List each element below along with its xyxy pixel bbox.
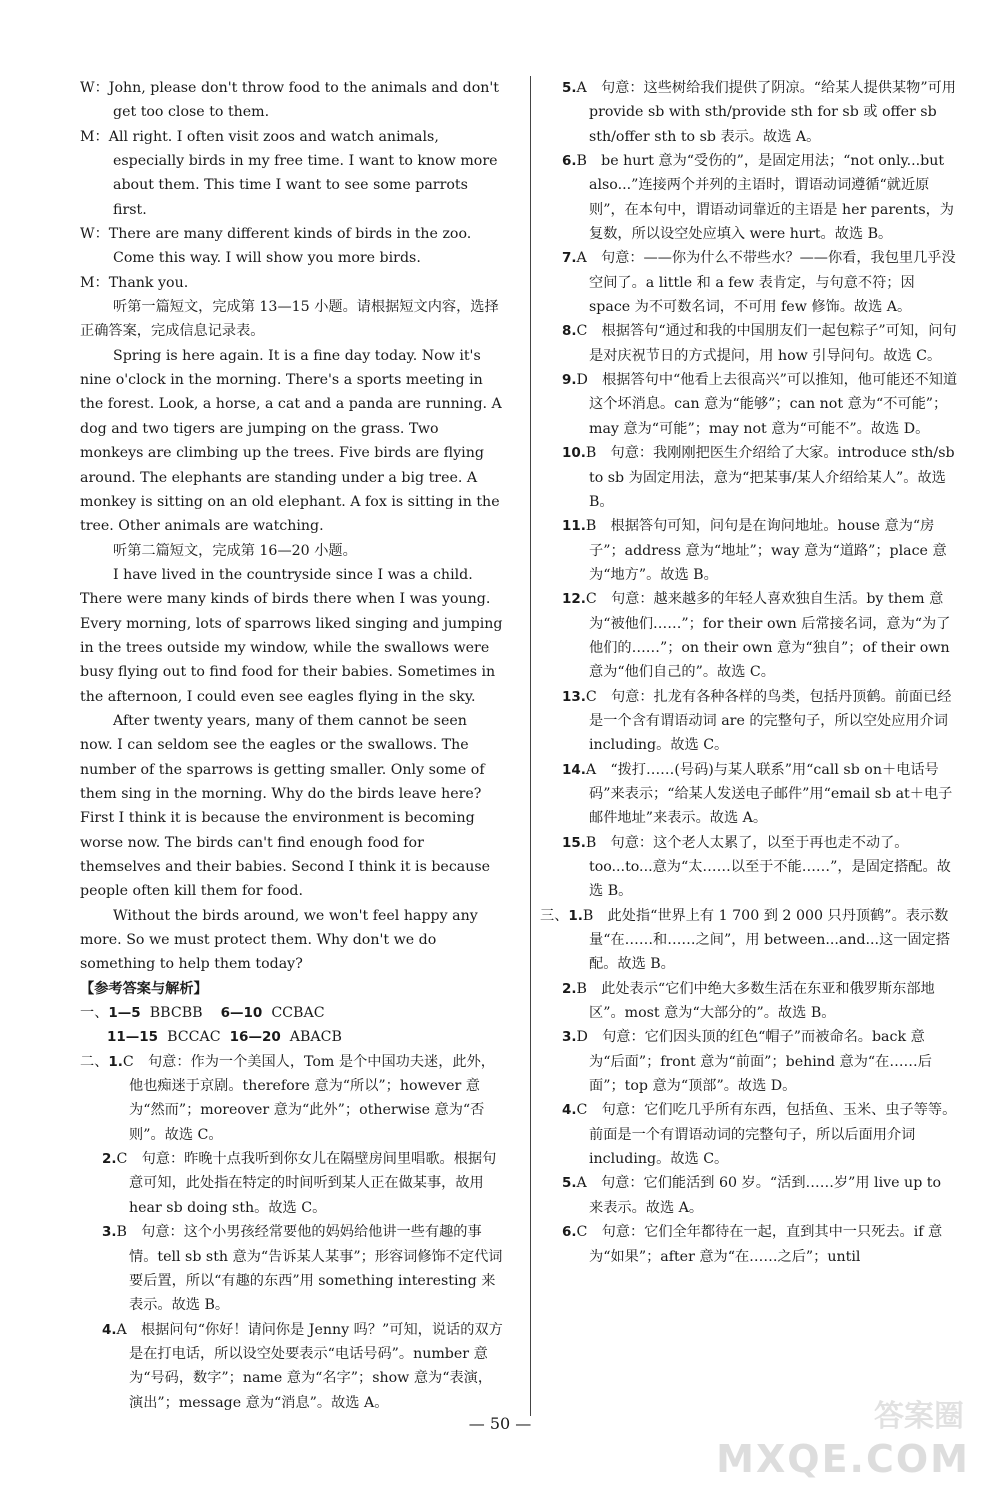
dialogue-line: M：All right. I often visit zoos and watch animals, especially birds in my free time. I want to know more about them. This time I want to see some parrots first. — [80, 128, 498, 218]
section2-answers — [80, 1050, 503, 1415]
section2-answers-cont — [562, 76, 958, 904]
answer-item: 15.B 句意：这个老人太累了，以至于再也走不动了。too...to...意为“太……以至于不能……”，是固定搭配。故选 B。 — [562, 834, 951, 900]
answers-row: 11—15 BCCAC 16—20 ABACB — [107, 1029, 342, 1046]
answer-item: 13.C 句意：扎龙有各种各样的鸟类，包括丹顶鹤。前面已经是一个含有谓语动词 are 的完整句子，所以空处应用介词 including。故选 C。 — [562, 688, 952, 754]
page-number: — 50 — — [468, 1414, 532, 1433]
column-divider — [530, 76, 531, 1416]
answer-item: 7.A 句意：——你为什么不带些水？——你看，我包里几乎没空间了。a little 和 a few 表肯定，与句意不符；因 space 为不可数名词，不可用 few 修饰。故选 A。 — [562, 250, 956, 316]
answer-item: 9.D 根据答句中“他看上去很高兴”可以推知，他可能还不知道这个坏消息。can 意为“能够”；can not 意为“不可能”；may 意为“可能”；may not 意为“可能不”。故选 D。 — [562, 372, 958, 437]
answer-item: 3.D 句意：它们因头顶的红色“帽子”而被命名。back 意为“后面”；front 意为“前面”；behind 意为“在……后面”；top 意为“顶部”。故选 D。 — [562, 1029, 932, 1095]
answer-item: 5.A 句意：它们能活到 60 岁。“活到……岁”用 live up to 来表示。故选 A。 — [562, 1175, 942, 1216]
answer-item: 2.B 此处表示“它们中绝大多数生活在东亚和俄罗斯东部地区”。most 意为“大部分的”。故选 B。 — [562, 980, 935, 1022]
watermark-logo: 答案圈 — [874, 1399, 964, 1434]
passage2-paragraph: After twenty years, many of them cannot be seen now. I can seldom see the eagles or the swallows. The number of the sparrows is getting smaller. Only some of them sing in the morning. Why do the birds leave here? First I think it is because the environment is becoming worse now. The birds can't find enough food for themselves and their babies. Second I think it is because people often kill them for food. — [80, 712, 491, 900]
dialogue-line: W：John, please don't throw food to the animals and don't get too close to them. — [80, 80, 499, 121]
answer-item: 10.B 句意：我刚刚把医生介绍给了大家。introduce sth/sb to sb 为固定用法，意为“把某事/某人介绍给某人”。故选 B。 — [562, 445, 955, 510]
answer-item: 8.C 根据答句“通过和我的中国朋友们一起包粽子”可知，问句是对庆祝节日的方式提问，用 how 引导问句。故选 C。 — [562, 323, 957, 364]
dialogue — [80, 76, 503, 295]
answer-item: 6.C 句意：它们全年都待在一起，直到其中一只死去。if 意为“如果”；after 意为“在……之后”；until — [562, 1224, 943, 1265]
answer-item: 2.C 句意：昨晚十点我听到你女儿在隔壁房间里唱歌。根据句意可知，此处指在特定的时间听到某人正在做某事，故用 hear sb doing sth。故选 C。 — [102, 1151, 497, 1216]
answer-item: 14.A “拨打……(号码)与某人联系”用“call sb on＋电话号码”来表示；“给某人发送电子邮件”用“email sb at＋电子邮件地址”来表示。故选 A。 — [562, 761, 953, 827]
answer-item: 6.B be hurt 意为“受伤的”，是固定用法；“not only...but also...”连接两个并列的主语时，谓语动词遵循“就近原则”，在本句中，谓语动词靠近的主语是 her parents，为复数，所以设空处应填入 were hurt。故选 B。 — [562, 153, 954, 243]
passage2-paragraph: I have lived in the countryside since I was a child. There were many kinds of birds there when I was young. Every morning, lots of sparrows liked singing and jumping in the trees outside my window, while the swallows were busy flying out to find food for their babies. Sometimes in the afternoon, I could even see eagles flying in the sky. — [80, 566, 503, 705]
answer-item: 4.C 句意：它们吃几乎所有东西，包括鱼、玉米、虫子等等。前面是一个有谓语动词的完整句子，所以后面用介词 including。故选 C。 — [562, 1102, 957, 1168]
answers-title: 【参考答案与解析】 — [80, 980, 208, 997]
answer-item: 5.A 句意：这些树给我们提供了阴凉。“给某人提供某物”可用 provide sb with sth/provide sth for sb 或 offer sb sth/offer sth to sb 表示。故选 A。 — [562, 80, 956, 145]
answer-item: 11.B 根据答句可知，问句是在询问地址。house 意为“房子”；address 意为“地址”；way 意为“道路”；place 意为“地方”。故选 B。 — [562, 518, 947, 583]
right-column — [540, 76, 958, 1269]
answer-item: 二、1.C 句意：作为一个美国人，Tom 是个中国功夫迷，此外，他也痴迷于京剧。therefore 意为“所以”；however 意为“然而”；moreover 意为“此外”；otherwise 意为“否则”。故选 C。 — [80, 1053, 495, 1143]
passage1-intro: 听第一篇短文，完成第 13—15 小题。请根据短文内容，选择正确答案，完成信息记录表。 — [80, 299, 499, 340]
watermark-url: MXQE.COM — [716, 1437, 970, 1481]
answer-item: 三、1.B 此处指“世界上有 1 700 到 2 000 只丹顶鹤”。表示数量“在……和……之间”，用 between...and...这一固定搭配。故选 B。 — [540, 907, 951, 973]
answer-item: 12.C 句意：越来越多的年轻人喜欢独自生活。by them 意为“被他们……”；for their own 后常接名词，意为“为了他们的……”；on their own 意为“独自”；of their own 意为“他们自己的”。故选 C。 — [562, 591, 951, 681]
passage1-text: Spring is here again. It is a fine day today. Now it's nine o'clock in the morning. There's a sports meeting in the forest. Look, a horse, a cat and a panda are running. A dog and two tigers are jumping on the grass. Two monkeys are climbing up the trees. Five birds are flying around. The elephants are standing under a big tree. A monkey is sitting on an old elephant. A fox is sitting in the tree. Other animals are watching. — [80, 347, 502, 535]
passage2-intro: 听第二篇短文，完成第 16—20 小题。 — [113, 542, 357, 559]
answer-item: 4.A 根据问句“你好！请问你是 Jenny 吗？”可知，说话的双方是在打电话，所以设空处要表示“电话号码”。number 意为“号码，数字”；name 意为“名字”；show 意为“表演，演出”；message 意为“消息”。故选 A。 — [102, 1321, 503, 1411]
left-column — [80, 76, 503, 1415]
answer-item: 3.B 句意：这个小男孩经常要他的妈妈给他讲一些有趣的事情。tell sb sth 意为“告诉某人某事”；形容词修饰不定代词要后置，所以“有趣的东西”用 something interesting 来表示。故选 B。 — [102, 1224, 503, 1314]
answers-row: 一、1—5 BBCBB 6—10 CCBAC — [80, 1005, 325, 1022]
section3-answers — [540, 904, 958, 1269]
dialogue-line: M：Thank you. — [80, 274, 189, 291]
dialogue-line: W：There are many different kinds of birds in the zoo. Come this way. I will show you more birds. — [80, 226, 472, 267]
passage2-paragraph: Without the birds around, we won't feel happy any more. So we must protect them. Why don't we do something to help them today? — [80, 907, 478, 973]
